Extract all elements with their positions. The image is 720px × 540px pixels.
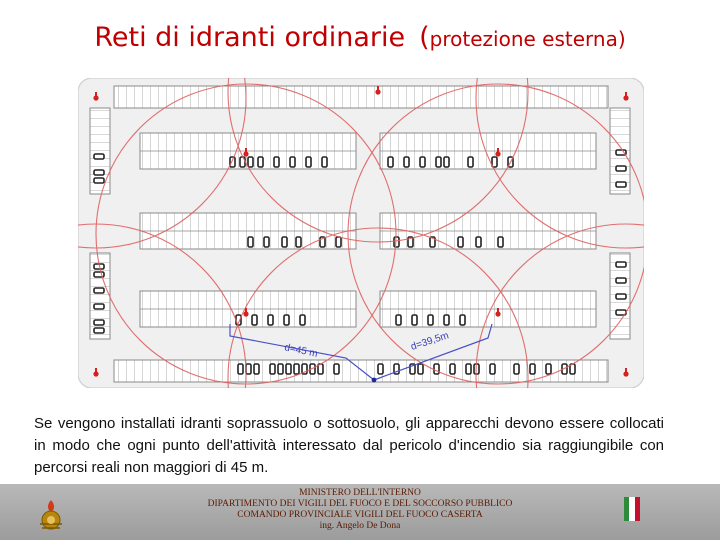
fire-brigade-emblem-icon — [34, 498, 68, 534]
title-subtitle: protezione esterna) — [429, 27, 626, 51]
footer-line-ministry: MINISTERO DELL'INTERNO — [299, 488, 421, 498]
dimension-label-39: d=39,5m — [409, 330, 451, 353]
ministry-tricolor-logo-icon — [620, 495, 710, 525]
tricolor-flag-icon — [624, 497, 640, 521]
body-paragraph: Se vengono installati idranti soprassuolo o sottosuolo, gli apparecchi devono essere collocati in modo che ogni punto dell'attività interessato dal pericolo d'incendio sia raggiungibile con percorsi reali non maggiori di 45 m. — [34, 415, 664, 476]
footer-line-department: DIPARTIMENTO DEI VIGILI DEL FUOCO E DEL SOCCORSO PUBBLICO — [207, 499, 513, 509]
page-title — [0, 22, 720, 53]
footer-line-command: COMANDO PROVINCIALE VIGILI DEL FUOCO CASERTA — [237, 510, 483, 520]
hydrant-network-plan — [78, 78, 644, 388]
footer-bar — [0, 484, 720, 540]
dimension-label-45: d=45 m — [283, 342, 319, 360]
footer-line-author: ing. Angelo De Dona — [319, 521, 401, 531]
footer-credits — [180, 488, 540, 532]
measurement-point — [372, 378, 377, 383]
title-paren: ( — [419, 22, 430, 53]
parking-row-top — [114, 86, 608, 108]
title-main: Reti di idranti ordinarie — [94, 22, 406, 53]
